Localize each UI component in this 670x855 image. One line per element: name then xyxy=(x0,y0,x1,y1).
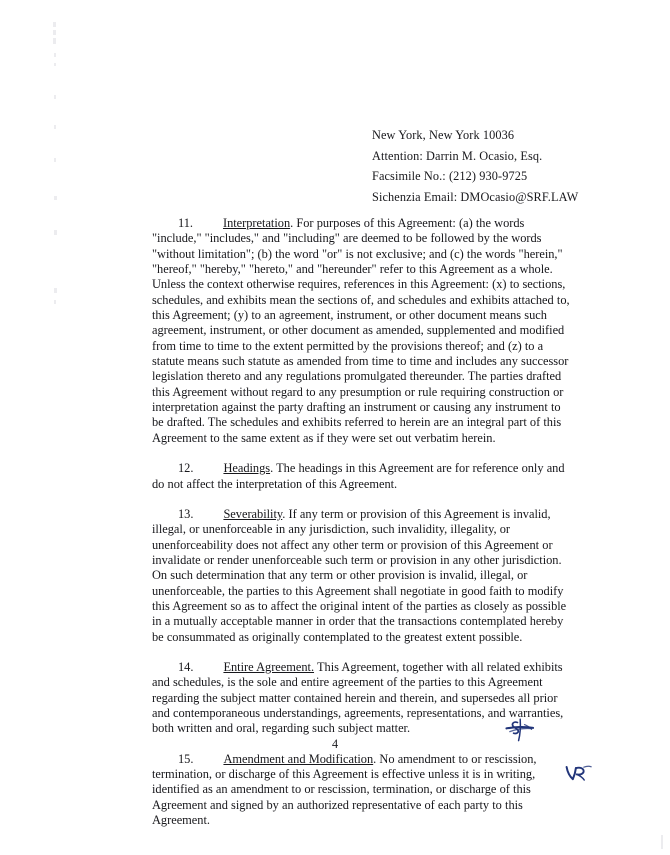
header-line-city-state-zip: New York, New York 10036 xyxy=(372,128,515,142)
page-number: 4 xyxy=(331,737,339,751)
scan-artifact xyxy=(54,288,57,293)
scan-artifact xyxy=(54,230,57,235)
scan-artifact xyxy=(53,22,56,27)
section-14-title: Entire Agreement. xyxy=(223,659,315,674)
scan-artifact xyxy=(54,196,57,200)
section-13-number: 13. xyxy=(178,506,194,521)
header-address-block xyxy=(372,125,602,207)
section-13-body: . If any term or provision of this Agreement is invalid, illegal, or unenforceable in any jurisdiction, such invalidity, illegality, or unenforceability does not affect any other term or provision of this Agreement or invalidate or render unenforceable such term or provision in any other jurisdiction. On such determination that any term or other provision is invalid, illegal, or unenforceable, the parties to this Agreement shall negotiate in good faith to modify this Agreement so as to affect the original intent of the parties as closely as possible in a mutually acceptable manner in order that the transactions contemplated hereby be consummated as originally contemplated to the greatest extent possible. xyxy=(152,506,567,644)
header-line-attention: Attention: Darrin M. Ocasio, Esq. xyxy=(372,148,543,163)
section-12-title: Headings xyxy=(223,461,271,476)
section-11-interpretation xyxy=(152,216,570,446)
scan-artifact xyxy=(661,835,663,849)
section-14-body: This Agreement, together with all related exhibits and schedules, is the sole and entire agreement of the parties to this Agreement regarding the subject matter contained herein and therein, and supersedes all prior and contemporaneous understandings, agreements, representations, and warranties, both written and oral, regarding such subject matter. xyxy=(152,659,564,736)
section-13-title: Severability xyxy=(223,506,283,521)
section-15-amendment-and-modification xyxy=(152,752,570,829)
scan-artifact xyxy=(54,53,56,57)
section-11-number: 11. xyxy=(178,216,193,230)
section-12-headings xyxy=(152,461,570,492)
scan-artifact xyxy=(54,95,56,99)
scan-artifact xyxy=(54,300,56,304)
header-line-email: Sichenzia Email: DMOcasio@SRF.LAW xyxy=(372,189,579,204)
section-12-body: . The headings in this Agreement are for reference only and do not affect the interpretation of this Agreement. xyxy=(152,461,565,491)
section-15-number: 15. xyxy=(178,751,194,766)
scan-artifact xyxy=(54,158,56,162)
scan-artifact xyxy=(53,38,56,44)
section-11-body: . For purposes of this Agreement: (a) the words "include," "includes," and "including" are deemed to be followed by the words "without limitation"; (b) the word "or" is not exclusive; and (c) the words "herein," "hereof," "hereby," "hereto," and "hereunder" refer to this Agreement as a whole. Unless the context otherwise requires, references in this Agreement: (x) to sections, schedules, and exhibits mean the sections of, and schedules and exhibits attached to, this Agreement; (y) to an agreement, instrument, or other document means such agreement, instrument, or other document as amended, supplemented and modified from time to time to the extent permitted by the provisions thereof; and (z) to a statute means such statute as amended from time to time and includes any successor legislation thereto and any regulations promulgated thereunder. The parties drafted this Agreement without regard to any presumption or rule requiring construction or interpretation against the party drafting an instrument or causing any instrument to be drafted. The schedules and exhibits referred to herein are an integral part of this Agreement to the same extent as if they were set out verbatim herein. xyxy=(152,216,570,445)
section-13-severability xyxy=(152,507,570,645)
section-14-entire-agreement xyxy=(152,660,570,737)
section-15-body: . No amendment to or rescission, termination, or discharge of this Agreement is effective unless it is in writing, identified as an amendment to or rescission, termination, or discharge of this Agreement and signed by an authorized representative of each party to this Agreement. xyxy=(152,751,537,828)
section-15-title: Amendment and Modification xyxy=(223,751,374,766)
section-12-number: 12. xyxy=(178,461,194,476)
header-line-facsimile: Facsimile No.: (212) 930-9725 xyxy=(372,169,528,183)
section-14-number: 14. xyxy=(178,659,194,674)
scan-artifact xyxy=(54,63,56,66)
scan-artifact xyxy=(54,125,56,129)
section-11-title: Interpretation xyxy=(222,216,291,230)
scan-artifact xyxy=(53,30,56,35)
